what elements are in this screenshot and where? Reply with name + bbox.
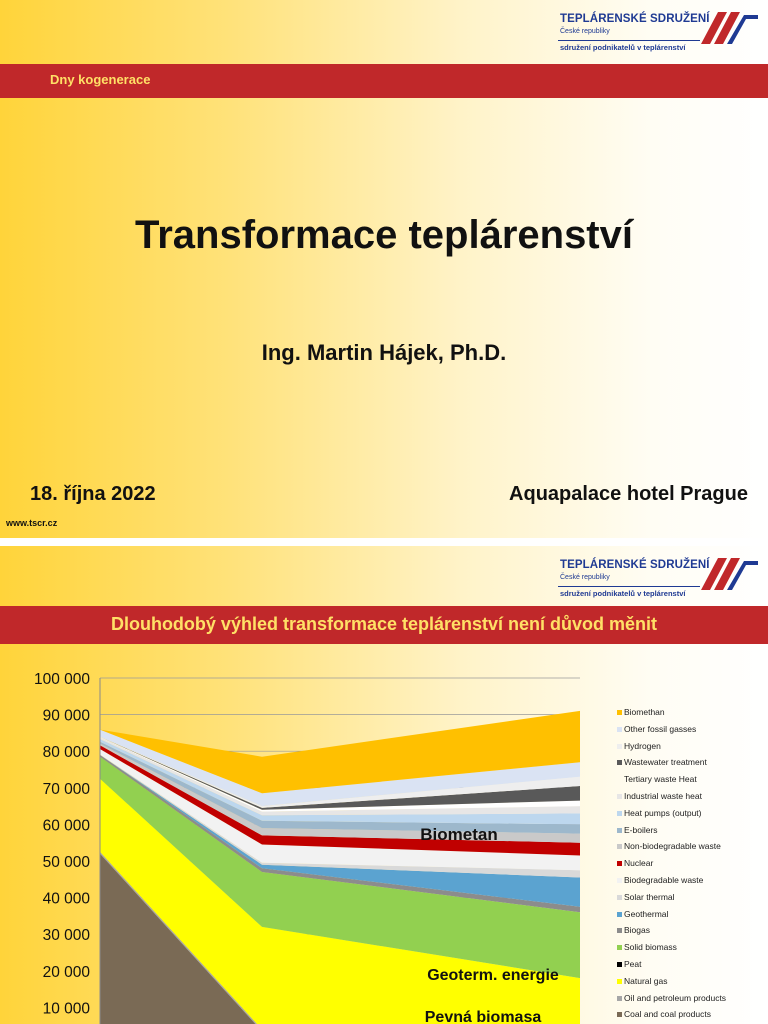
- y-tick-label: 20 000: [42, 963, 90, 981]
- logo-stripes-icon: [700, 558, 758, 590]
- y-tick-label: 90 000: [42, 707, 90, 725]
- legend-item: [617, 707, 767, 724]
- legend-swatch: [617, 979, 622, 984]
- legend-label: Industrial waste heat: [624, 790, 702, 801]
- legend-item: [617, 993, 767, 1010]
- legend-item: [617, 757, 767, 774]
- legend-label: Wastewater treatment: [624, 757, 707, 768]
- legend-swatch: [617, 928, 622, 933]
- legend-label: Solid biomass: [624, 942, 677, 953]
- legend-label: Coal and coal products: [624, 1009, 711, 1020]
- legend-swatch: [617, 895, 622, 900]
- tscr-logo-2: [558, 558, 758, 606]
- author-name: Ing. Martin Hájek, Ph.D.: [261, 340, 507, 365]
- legend-item: [617, 774, 767, 791]
- legend-label: Non-biodegradable waste: [624, 841, 721, 852]
- legend-swatch: [617, 878, 622, 883]
- legend-item: [617, 1009, 767, 1024]
- chart-annotation: Biometan: [420, 825, 498, 844]
- legend-swatch: [617, 744, 622, 749]
- logo-rule: [558, 586, 700, 587]
- legend-swatch: [617, 828, 622, 833]
- legend-label: Oil and petroleum products: [624, 992, 727, 1003]
- legend-label: Tertiary waste Heat: [624, 774, 697, 785]
- event-date: 18. října 2022: [30, 483, 156, 505]
- legend-swatch: [617, 996, 622, 1001]
- legend-swatch: [617, 962, 622, 967]
- logo-subtitle: České republiky: [560, 574, 610, 581]
- legend-label: Biodegradable waste: [624, 874, 704, 885]
- legend-label: Solar thermal: [624, 891, 675, 902]
- legend-swatch: [617, 760, 622, 765]
- y-tick-label: 40 000: [42, 890, 90, 908]
- legend-swatch: [617, 727, 622, 732]
- chart-annotation: Pevná biomasa: [424, 1009, 542, 1024]
- legend-swatch: [617, 1012, 622, 1017]
- slide-headline: Dlouhodobý výhled transformace teplárenství není důvod měnit: [110, 614, 658, 634]
- y-tick-label: 60 000: [42, 817, 90, 835]
- slide-title: Transformace teplárenství: [135, 213, 633, 257]
- legend-swatch: [617, 945, 622, 950]
- logo-tagline: sdružení podnikatelů v teplárenství: [560, 589, 686, 598]
- headline-band: [0, 606, 768, 644]
- legend-swatch: [617, 844, 622, 849]
- legend-item: [617, 724, 767, 741]
- logo-stripes-icon: [700, 12, 758, 44]
- legend-label: Hydrogen: [624, 740, 661, 751]
- legend-label: Biogas: [624, 925, 650, 936]
- tscr-logo: [558, 12, 758, 60]
- y-tick-label: 10 000: [42, 1000, 90, 1018]
- legend-label: Geothermal: [624, 908, 669, 919]
- legend-item: [617, 858, 767, 875]
- legend-item: [617, 925, 767, 942]
- chart-slide: [0, 546, 768, 1024]
- legend-swatch: [617, 811, 622, 816]
- legend-item: [617, 841, 767, 858]
- legend-label: Peat: [624, 958, 642, 969]
- legend-swatch: [617, 777, 622, 782]
- chart-legend: [617, 707, 767, 1024]
- legend-item: [617, 959, 767, 976]
- legend-label: Biomethan: [624, 707, 665, 717]
- website-link[interactable]: www.tscr.cz: [6, 518, 58, 528]
- legend-item: [617, 808, 767, 825]
- legend-swatch: [617, 710, 622, 715]
- y-tick-label: 50 000: [42, 854, 90, 871]
- chart-annotation: Geoterm. energie: [427, 967, 559, 984]
- event-band: [0, 64, 768, 98]
- legend-item: [617, 942, 767, 959]
- legend-item: [617, 825, 767, 842]
- legend-item: [617, 875, 767, 892]
- legend-item: [617, 791, 767, 808]
- logo-name: TEPLÁRENSKÉ SDRUŽENÍ: [560, 559, 710, 571]
- legend-label: Nuclear: [624, 858, 654, 869]
- y-tick-label: 100 000: [33, 671, 90, 688]
- legend-item: [617, 892, 767, 909]
- legend-item: [617, 909, 767, 926]
- logo-rule: [558, 40, 700, 41]
- legend-item: [617, 741, 767, 758]
- y-tick-label: 80 000: [42, 744, 90, 762]
- legend-item: [617, 976, 767, 993]
- legend-label: Other fossil gasses: [624, 723, 697, 734]
- legend-swatch: [617, 861, 622, 866]
- logo-name: TEPLÁRENSKÉ SDRUŽENÍ: [560, 13, 710, 25]
- legend-label: Heat pumps (output): [624, 807, 702, 818]
- legend-label: E-boilers: [624, 824, 658, 835]
- logo-subtitle: České republiky: [560, 28, 610, 35]
- event-venue: Aquapalace hotel Prague: [509, 483, 748, 505]
- legend-swatch: [617, 794, 622, 799]
- legend-label: Natural gas: [624, 975, 668, 986]
- y-tick-label: 30 000: [42, 927, 90, 945]
- y-tick-label: 70 000: [42, 780, 90, 798]
- event-name: Dny kogenerace: [50, 72, 151, 87]
- legend-swatch: [617, 912, 622, 917]
- logo-tagline: sdružení podnikatelů v teplárenství: [560, 43, 686, 52]
